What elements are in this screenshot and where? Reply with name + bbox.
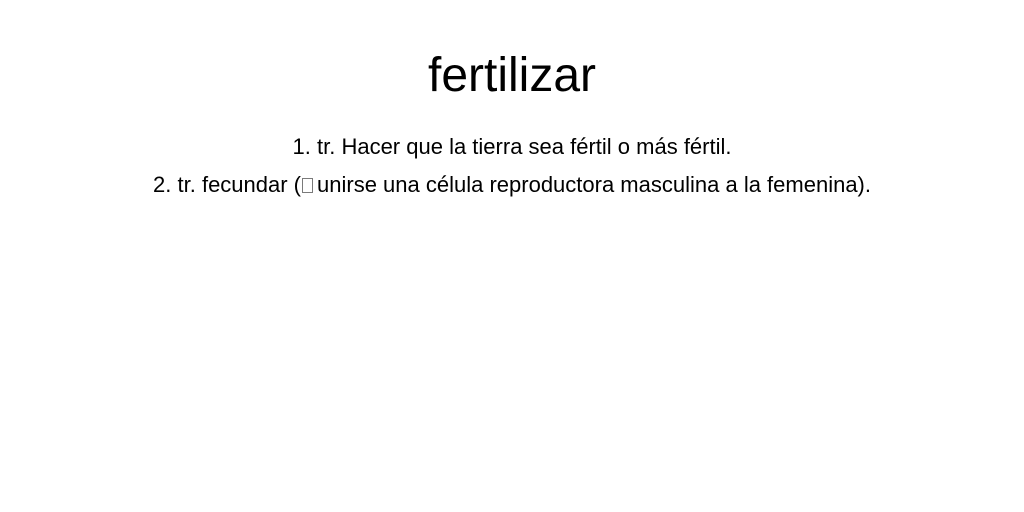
definition-1 [0, 128, 1024, 166]
grammatical-category: tr. [316, 134, 336, 159]
definition-text: unirse una célula reproductora masculina a la femenina). [317, 172, 871, 197]
definition-number: 2. [153, 172, 172, 197]
headword: fertilizar [427, 49, 597, 102]
missing-glyph-icon [302, 178, 313, 193]
definitions-list [0, 128, 1024, 204]
definition-prefix: fecundar ( [201, 172, 302, 197]
definition-number: 1. [292, 134, 311, 159]
grammatical-category: tr. [177, 172, 196, 197]
definition-2 [0, 166, 1024, 204]
definition-text: Hacer que la tierra sea fértil o más fértil. [341, 134, 732, 159]
